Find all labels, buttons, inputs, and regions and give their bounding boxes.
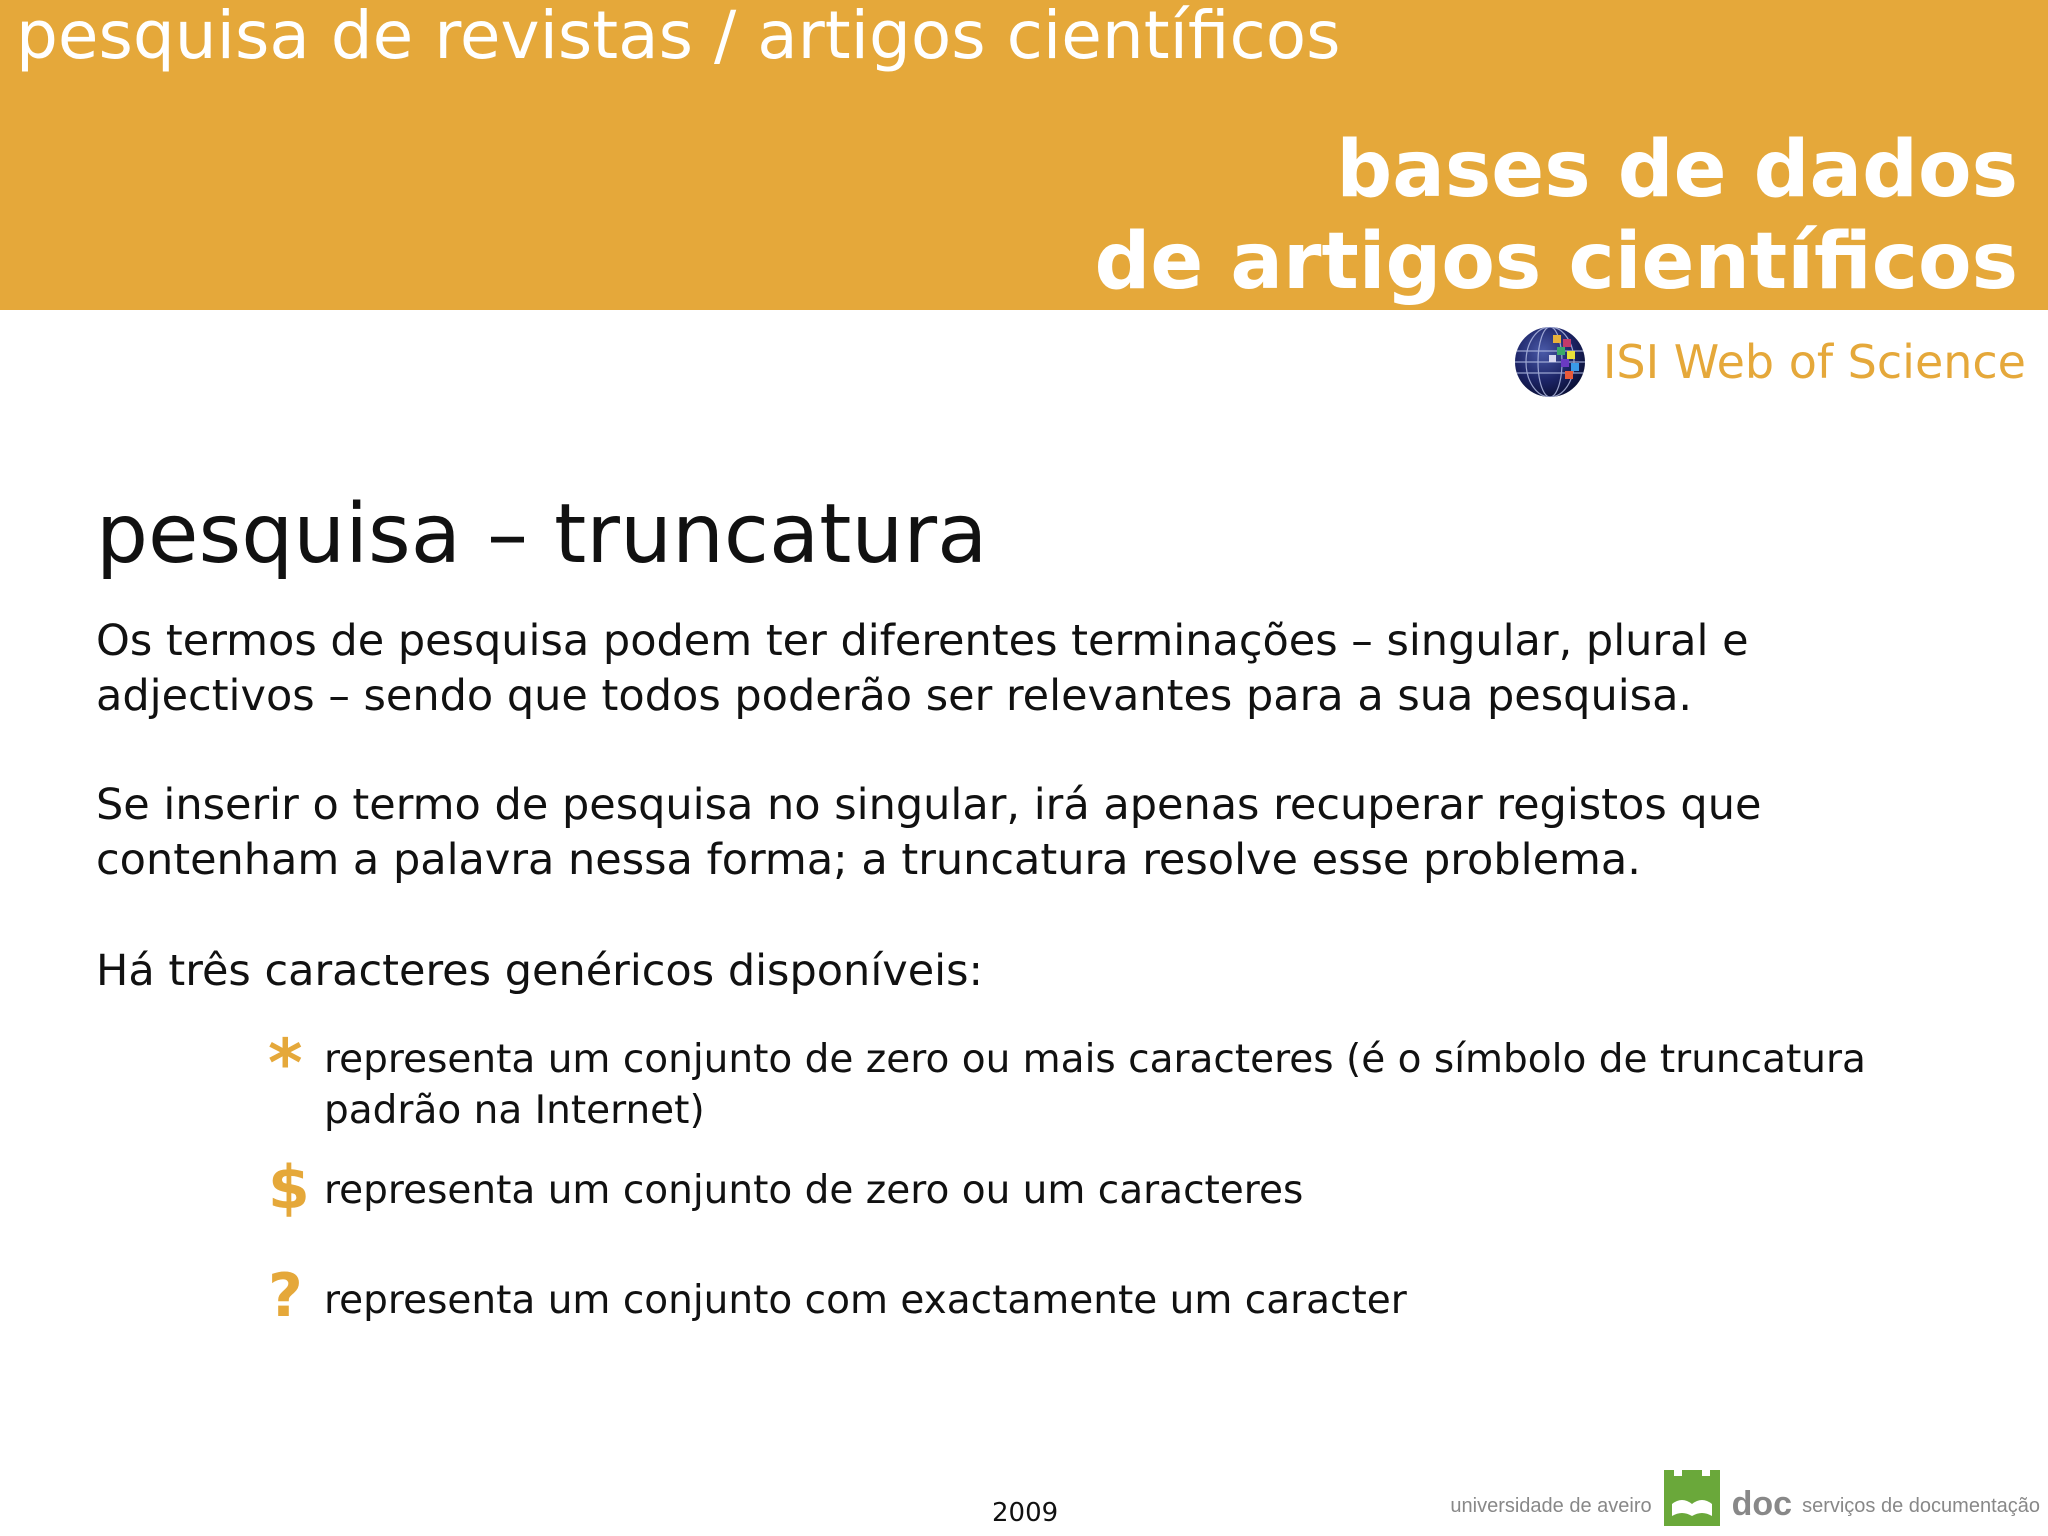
wildcard-item-dollar bbox=[268, 1153, 1968, 1223]
isi-name: ISI Web of Science bbox=[1602, 335, 2026, 389]
header-kicker: pesquisa de revistas / artigos científicos bbox=[16, 0, 1341, 74]
dollar-symbol: $ bbox=[268, 1153, 310, 1223]
wildcard-item-asterisk bbox=[268, 1025, 1968, 1136]
isi-web-of-science-logo bbox=[1513, 322, 2026, 402]
section-title: pesquisa – truncatura bbox=[96, 487, 988, 582]
asterisk-symbol: * bbox=[268, 1025, 303, 1102]
wildcard-description: representa um conjunto com exactamente um caracter bbox=[324, 1278, 1407, 1323]
globe-icon bbox=[1513, 325, 1587, 399]
headline-line-2: de artigos científicos bbox=[1094, 217, 2018, 308]
question-symbol: ? bbox=[268, 1261, 303, 1331]
doc-subtitle: serviços de documentação bbox=[1802, 1495, 2040, 1517]
wildcard-description: representa um conjunto de zero ou um caracteres bbox=[324, 1168, 1304, 1213]
university-name: universidade de aveiro bbox=[1450, 1495, 1652, 1517]
paragraph-3: Há três caracteres genéricos disponíveis: bbox=[96, 946, 984, 996]
wildcard-description: representa um conjunto de zero ou mais caracteres (é o símbolo de truncatura padrão na Internet) bbox=[324, 1037, 1866, 1133]
university-emblem-icon bbox=[1662, 1464, 1722, 1528]
paragraph-1: Os termos de pesquisa podem ter diferentes terminações – singular, plural e adjectivos – sendo que todos poderão ser relevantes para a sua pesquisa. bbox=[96, 616, 1749, 721]
paragraph-2: Se inserir o termo de pesquisa no singular, irá apenas recuperar registos que contenham a palavra nessa forma; a truncatura resolve esse problema. bbox=[96, 780, 1762, 885]
wildcard-item-question bbox=[268, 1261, 1968, 1331]
header-headline bbox=[1094, 124, 2018, 308]
footer-year: 2009 bbox=[992, 1498, 1059, 1528]
headline-line-1: bases de dados bbox=[1336, 125, 2018, 215]
header-banner bbox=[0, 0, 2048, 310]
footer-university-logo bbox=[1450, 1462, 2040, 1528]
doc-label: doc bbox=[1731, 1485, 1793, 1523]
